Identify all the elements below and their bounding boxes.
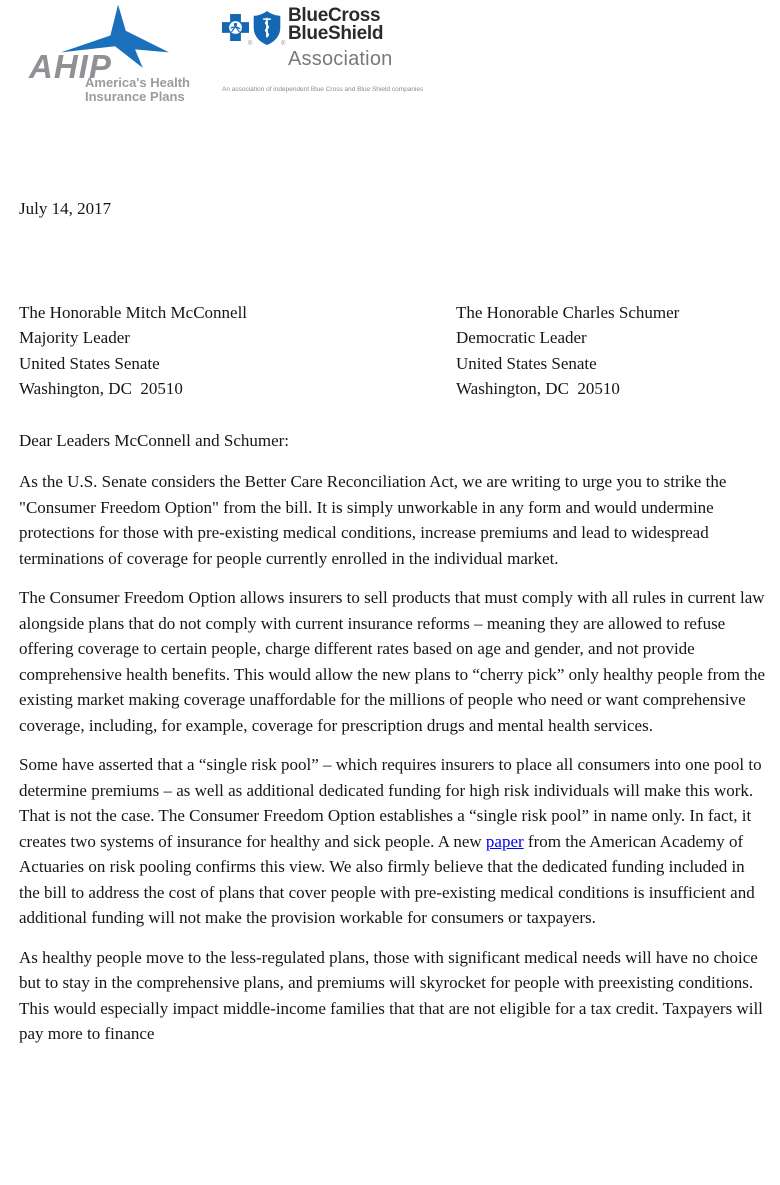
ahip-logo	[19, 2, 214, 110]
address-line: Democratic Leader	[456, 328, 587, 347]
letterhead	[19, 0, 767, 112]
address-line: Washington, DC 20510	[456, 379, 620, 398]
paragraph-3-text-after: from the American Academy of Actuaries on risk pooling confirms this view. We also firmly believe that the dedicated funding included in the bill to address the cost of plans that cover people with pre-existing medical conditions is insufficient and additional funding will not make the provision workable for consumers or taxpayers.	[19, 831, 755, 927]
recipient-schumer	[456, 300, 679, 402]
registered-mark-cross: ®	[248, 41, 253, 47]
bcbs-tagline: An association of independent Blue Cross and Blue Shield companies	[222, 86, 424, 93]
address-line: United States Senate	[456, 353, 597, 373]
recipient-mcconnell	[19, 300, 456, 402]
letter-body	[19, 196, 767, 1047]
address-line: United States Senate	[19, 353, 160, 373]
paper-link[interactable]: paper	[485, 831, 524, 851]
salutation: Dear Leaders McConnell and Schumer:	[19, 430, 290, 450]
bcbs-marks	[222, 11, 286, 51]
registered-mark-shield: ®	[281, 41, 286, 47]
bcbs-wordmark-line2: BlueShield	[288, 23, 384, 44]
ahip-tagline	[85, 76, 190, 104]
recipient-blocks	[19, 300, 767, 402]
address-line: The Honorable Charles Schumer	[456, 302, 680, 322]
paragraph-1: As the U.S. Senate considers the Better Care Reconciliation Act, we are writing to urge you to strike the "Consumer Freedom Option" from the bill. It is simply unworkable in any form and would undermine protections for those with pre-existing medical conditions, increase premiums and lead to widespread terminations of coverage for people currently enrolled in the individual market.	[19, 472, 727, 568]
address-line: The Honorable Mitch McConnell	[19, 302, 248, 322]
ahip-tagline-line1: America's Health	[85, 75, 190, 90]
bcbs-association-label: Association	[288, 48, 393, 70]
address-line: Washington, DC 20510	[19, 379, 183, 398]
bcbs-logo	[215, 5, 424, 110]
paragraph-3-text-before: Some have asserted that a “single risk pool” – which requires insurers to place all consumers into one pool to determine premiums – as well as additional dedicated funding for high risk individuals will make this work. That is not the case. The Consumer Freedom Option establishes a “single risk pool” in name only. In fact, it creates two systems of insurance for healthy and sick people. A new	[19, 755, 762, 851]
paragraph-2: The Consumer Freedom Option allows insurers to sell products that must comply with all rules in current law alongside plans that do not comply with current insurance reforms – meaning they are allowed to refuse offering coverage to certain people, charge different rates based on age and gender, and not provide comprehensive health benefits. This would allow the new plans to “cherry pick” only healthy people from the existing market making coverage unaffordable for the millions of people who need or want comprehensive coverage, including, for example, coverage for prescription drugs and mental health services.	[19, 588, 766, 735]
bcbs-cross-icon	[222, 14, 249, 41]
bcbs-shield-icon	[252, 11, 282, 45]
bcbs-wordmark-line1: BlueCross	[288, 5, 381, 26]
paragraph-4: As healthy people move to the less-regulated plans, those with significant medical needs will have no choice but to stay in the comprehensive plans, and premiums will skyrocket for people with preexisting conditions. This would especially impact middle-income families that that are not eligible for a tax credit. Taxpayers will pay more to finance	[19, 947, 763, 1043]
ahip-tagline-line2: Insurance Plans	[85, 89, 185, 104]
paragraph-3	[19, 752, 767, 931]
letter-date: July 14, 2017	[19, 199, 112, 218]
ahip-wordmark: AHIP	[29, 48, 112, 85]
bcbs-wordmark	[288, 7, 392, 70]
address-line: Majority Leader	[19, 328, 130, 347]
